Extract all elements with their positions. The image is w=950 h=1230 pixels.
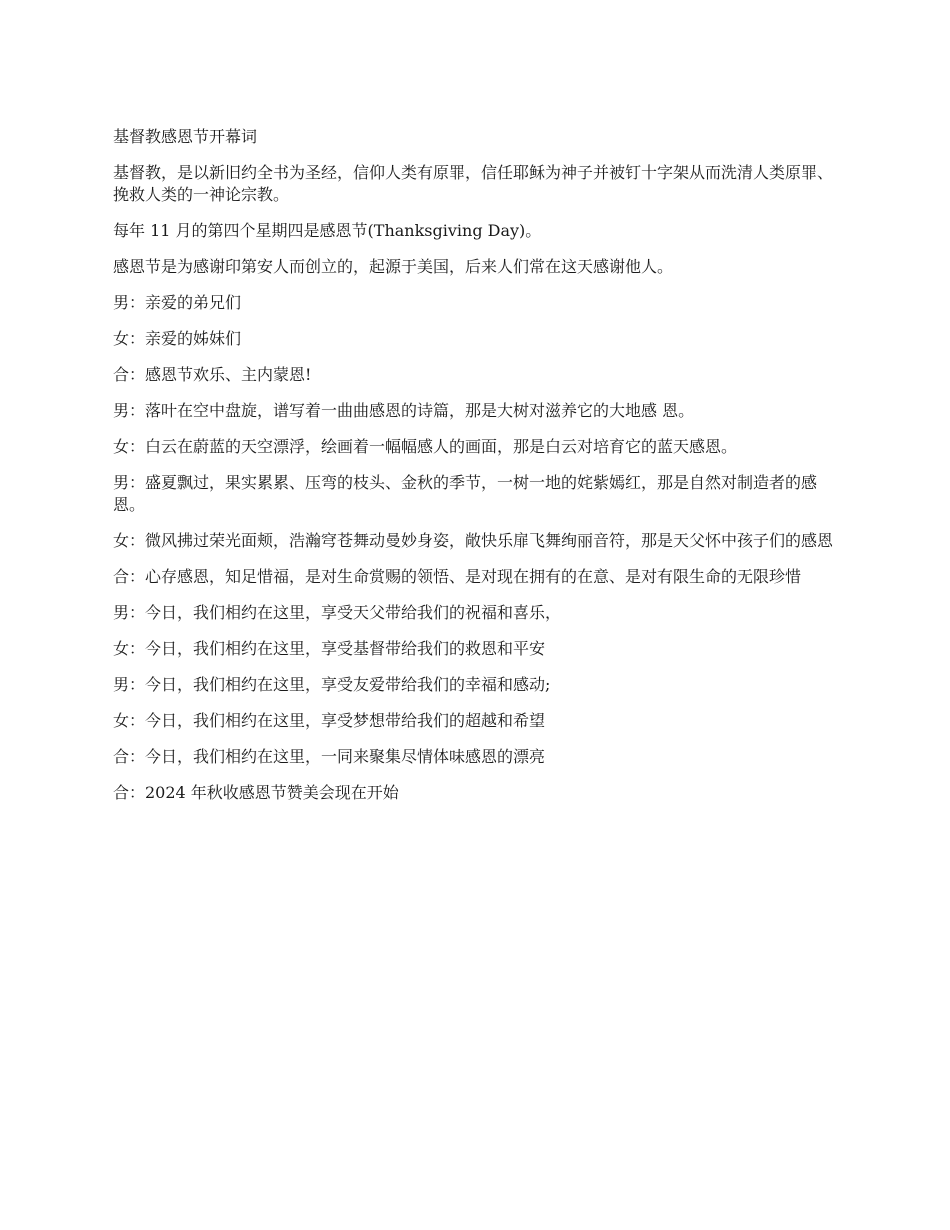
paragraph: 男：落叶在空中盘旋，谱写着一曲曲感恩的诗篇，那是大树对滋养它的大地感 恩。 [113, 401, 695, 420]
paragraph: 女：亲爱的姊妹们 [113, 329, 242, 348]
document-body [113, 126, 841, 818]
paragraph: 合：心存感恩，知足惜福，是对生命赏赐的领悟、是对现在拥有的在意、是对有限生命的无限珍惜 [113, 567, 802, 586]
paragraph: 基督教，是以新旧约全书为圣经，信仰人类有原罪，信任耶稣为神子并被钉十字架从而洗清人类原罪、挽救人类的一神论宗教。 [113, 163, 834, 204]
paragraph: 每年 11 月的第四个星期四是感恩节(Thanksgiving Day)。 [113, 221, 542, 240]
paragraph: 女：微风拂过荣光面颊，浩瀚穹苍舞动曼妙身姿，敞快乐扉飞舞绚丽音符，那是天父怀中孩子们的感恩 [113, 531, 834, 550]
paragraph: 感恩节是为感谢印第安人而创立的，起源于美国，后来人们常在这天感谢他人。 [113, 257, 674, 276]
paragraph: 男：盛夏飘过，果实累累、压弯的枝头、金秋的季节，一树一地的姹紫嫣红，那是自然对制造者的感恩。 [113, 473, 818, 514]
paragraph: 男：今日，我们相约在这里，享受天父带给我们的祝福和喜乐， [113, 603, 562, 622]
paragraph: 女：白云在蔚蓝的天空漂浮，绘画着一幅幅感人的画面，那是白云对培育它的蓝天感恩。 [113, 437, 738, 456]
paragraph: 男：亲爱的弟兄们 [113, 293, 242, 312]
paragraph: 男：今日，我们相约在这里，享受友爱带给我们的幸福和感动; [113, 675, 551, 694]
paragraph: 女：今日，我们相约在这里，享受基督带给我们的救恩和平安 [113, 639, 546, 658]
paragraph: 合：2024 年秋收感恩节赞美会现在开始 [113, 783, 399, 802]
paragraph: 合：感恩节欢乐、主内蒙恩! [113, 365, 312, 384]
document-title: 基督教感恩节开幕词 [113, 127, 258, 146]
paragraph: 女：今日，我们相约在这里，享受梦想带给我们的超越和希望 [113, 711, 546, 730]
paragraph: 合：今日，我们相约在这里，一同来聚集尽情体味感恩的漂亮 [113, 747, 546, 766]
